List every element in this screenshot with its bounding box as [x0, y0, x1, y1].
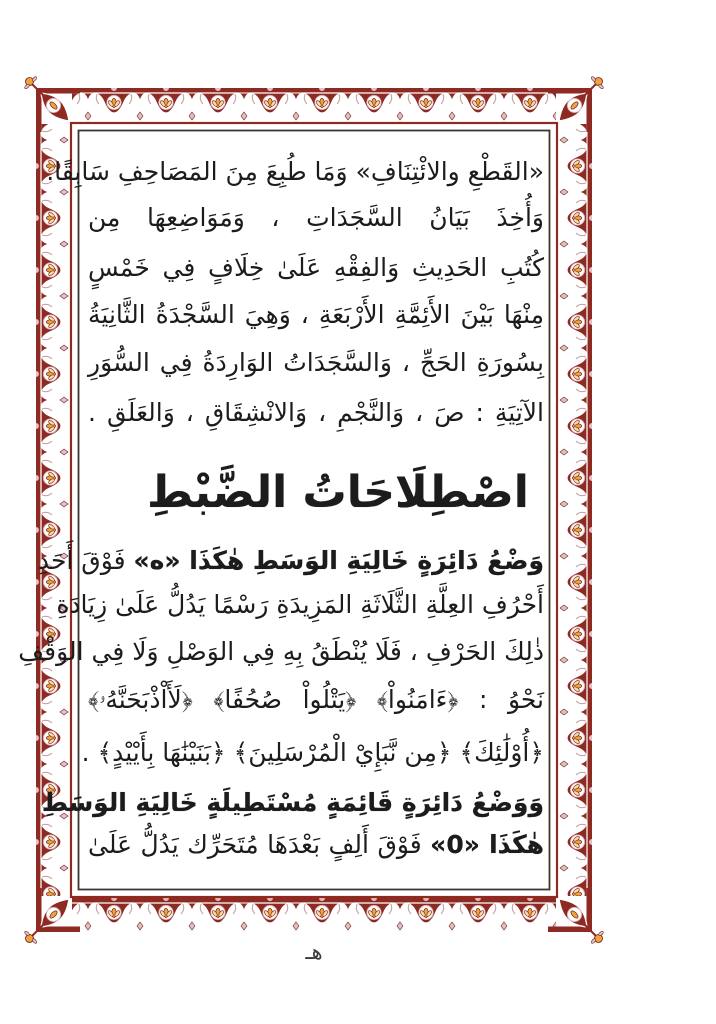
section-heading — [110, 458, 566, 528]
text-segment: نَحْوُ : ﴿ءَامَنُواْ﴾ ﴿يَتْلُواْ صُحُفًا﴾ ﴿لَأَاْذْبَحَنَّهُۥ﴾ — [88, 685, 544, 714]
text-line — [88, 292, 544, 338]
text-segment: ذٰلِكَ الحَرْفِ ، فَلَا يُنْطَقُ بِهِ فِي الوَصْلِ وَلَا فِي الوَقْفِ — [18, 637, 544, 666]
text-line — [88, 245, 544, 291]
text-segment: وَأُخِذَ بَيَانُ السَّجَدَاتِ ، وَمَوَاضِعِهَا مِن — [88, 203, 544, 232]
text-segment: مِنْهَا بَيْنَ الأَئِمَّةِ الأَرْبَعَةِ ، وَهِيَ السَّجْدَةُ الثَّانِيَةُ — [88, 300, 544, 329]
text-segment: ﴿أُوْلَٰئِكَ﴾ ﴿مِن نَّبَإِيْ الْمُرْسَلِينَ﴾ ﴿بَنَيْنَٰهَا بِأَيْيْدٍ﴾ . — [81, 738, 544, 767]
text-segment: فَوْقَ أَلِفٍ بَعْدَهَا مُتَحَرِّك يَدُلُّ عَلَىٰ — [88, 830, 431, 859]
text-segment: وَضْعُ دَائِرَةٍ خَالِيَةِ الوَسَطِ هٰكَذَا «ه» — [133, 546, 544, 575]
text-segment: أَحْرُفِ العِلَّةِ الثَّلَاثَةِ المَزِيدَةِ رَسْمًا يَدُلُّ عَلَىٰ زِيَادَةِ — [56, 590, 544, 619]
text-segment: «القَطْعِ والائْتِنَافِ» وَمَا طُبِعَ مِنَ المَصَاحِفِ سَابِقًا. — [46, 157, 544, 186]
text-segment: الآتِيَةِ : صَ ، وَالنَّجْمِ ، وَالانْشِقَاقِ ، وَالعَلَقِ . — [88, 398, 544, 427]
text-segment: اصْطِلَاحَاتُ الضَّبْطِ — [147, 467, 529, 518]
text-line — [41, 780, 564, 826]
text-segment: بِسُورَةِ الحَجِّ ، وَالسَّجَدَاتُ الوَارِدَةُ فِي السُّوَرِ — [88, 348, 544, 377]
text-line — [88, 195, 564, 241]
text-line — [56, 582, 544, 628]
page-number: هـ — [305, 940, 323, 964]
text-line — [88, 390, 544, 436]
text-segment: كُتُبِ الحَدِيثِ وَالفِقْهِ عَلَىٰ خِلَافٍ فِي خَمْسٍ — [88, 253, 544, 282]
text-line — [88, 677, 544, 723]
text-line — [46, 149, 544, 195]
text-line — [81, 730, 544, 776]
text-line — [88, 340, 544, 386]
text-segment: هٰكَذَا «0» — [430, 830, 544, 859]
text-line — [88, 822, 544, 868]
text-line — [18, 629, 544, 675]
text-segment: فَوْقَ أَحَدِ — [37, 546, 134, 575]
text-line — [37, 538, 564, 584]
text-segment: وَوَضْعُ دَائِرَةٍ قَائِمَةٍ مُسْتَطِيلَةٍ خَالِيَةِ الوَسَطِ — [41, 788, 544, 817]
